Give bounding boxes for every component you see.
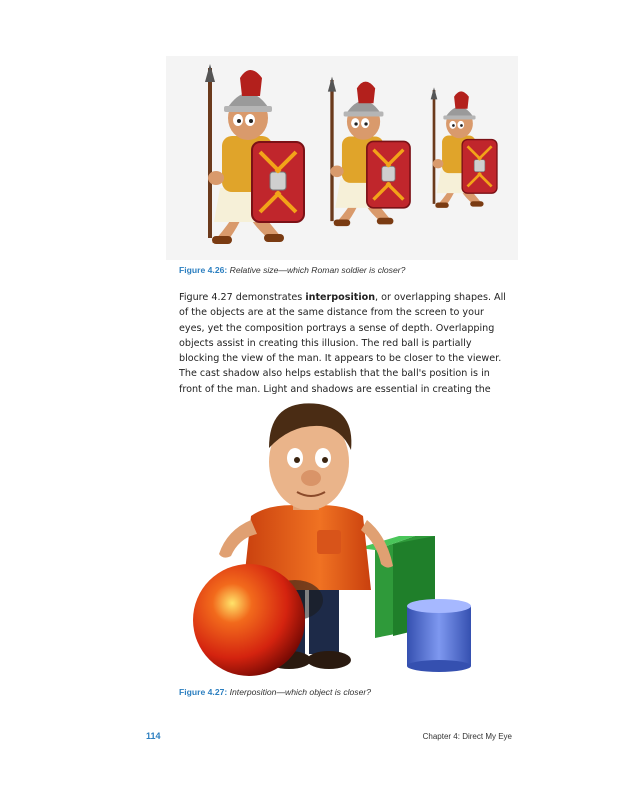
figure-4-26-caption-text: Relative size—which Roman soldier is closer?: [229, 265, 406, 275]
body-paragraph: [179, 290, 509, 412]
roman-soldiers-illustration: [166, 56, 518, 260]
page-number: 114: [146, 731, 161, 741]
body-text-part1: Figure 4.27 demonstrates: [179, 292, 306, 303]
figure-4-27-number: Figure 4.27:: [179, 687, 228, 697]
figure-roman-soldiers: [166, 56, 518, 260]
figure-4-26-caption: [179, 265, 405, 275]
figure-interposition: [179, 398, 509, 684]
figure-4-27-caption: [179, 687, 371, 697]
body-text-bold-term: interposition: [305, 292, 376, 303]
figure-4-27-caption-text: Interposition—which object is closer?: [229, 687, 372, 697]
body-text-part2: , or overlapping shapes. All of the objects are at the same distance from the screen to your eyes, yet the composition portrays a sense of depth. Overlapping objects assist in creating this illusion. The red ball is partially blocking the view of the man. It appears to be closer to the viewer. The cast shadow also helps establish that the ball's position is in front of the man. Light and shadows are essential in creating the: [179, 292, 506, 395]
interposition-illustration: [179, 398, 509, 684]
figure-4-26-number: Figure 4.26:: [179, 265, 228, 275]
running-footer-chapter: Chapter 4: Direct My Eye: [422, 732, 512, 741]
